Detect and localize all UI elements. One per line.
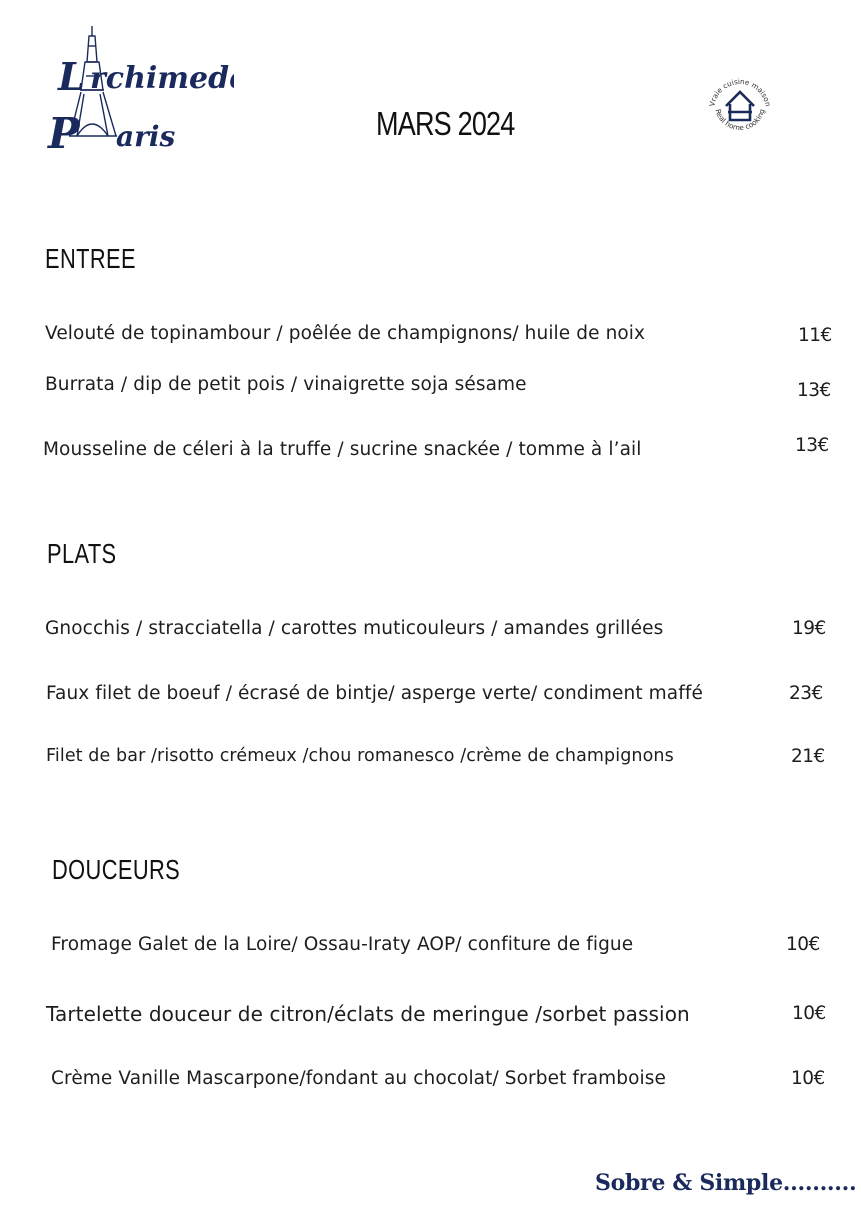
svg-text:rchimede: rchimede [90, 61, 234, 96]
menu-item-price: 10€ [786, 934, 820, 955]
menu-item: Crème Vanille Mascarpone/fondant au chocolat/ Sorbet framboise [51, 1068, 667, 1089]
svg-text:L: L [58, 54, 85, 99]
menu-item: Burrata / dip de petit pois / vinaigrette soja sésame [45, 374, 527, 395]
section-heading-entree: ENTREE [45, 243, 136, 274]
menu-item: Faux filet de boeuf / écrasé de bintje/ asperge verte/ condiment maffé [46, 683, 703, 704]
menu-item-price: 11€ [798, 325, 832, 346]
menu-item: Mousseline de céleri à la truffe / sucrine snackée / tomme à l’ail [43, 439, 642, 460]
menu-title: MARS 2024 [376, 105, 515, 142]
svg-text:aris: aris [116, 120, 176, 153]
eiffel-tower-logo-icon [44, 24, 234, 159]
menu-item: Filet de bar /risotto crémeux /chou romanesco /crème de champignons [46, 746, 674, 766]
section-heading-plats: PLATS [47, 538, 117, 569]
menu-item-price: 19€ [792, 618, 826, 639]
menu-item-price: 10€ [792, 1003, 826, 1024]
menu-item-price: 21€ [791, 746, 825, 767]
menu-item-price: 13€ [795, 435, 829, 456]
menu-item: Velouté de topinambour / poêlée de champignons/ huile de noix [45, 323, 646, 344]
section-heading-douceurs: DOUCEURS [52, 854, 181, 885]
menu-item-price: 23€ [789, 683, 823, 704]
menu-item: Gnocchis / stracciatella / carottes muticouleurs / amandes grillées [45, 618, 664, 639]
footer-tagline: Sobre & Simple.......... [595, 1170, 857, 1196]
svg-text:P: P [48, 109, 80, 158]
home-cooking-badge [704, 76, 776, 140]
house-icon [726, 92, 754, 120]
menu-item: Tartelette douceur de citron/éclats de meringue /sorbet passion [46, 1002, 690, 1026]
restaurant-logo [44, 24, 234, 159]
svg-text:Real home cooking: Real home cooking [713, 107, 767, 133]
menu-item-price: 10€ [791, 1068, 825, 1089]
menu-item-price: 13€ [797, 380, 831, 401]
svg-text:Vraie cuisine maison: Vraie cuisine maison [707, 76, 773, 108]
menu-item: Fromage Galet de la Loire/ Ossau-Iraty AOP/ confiture de figue [51, 934, 634, 955]
